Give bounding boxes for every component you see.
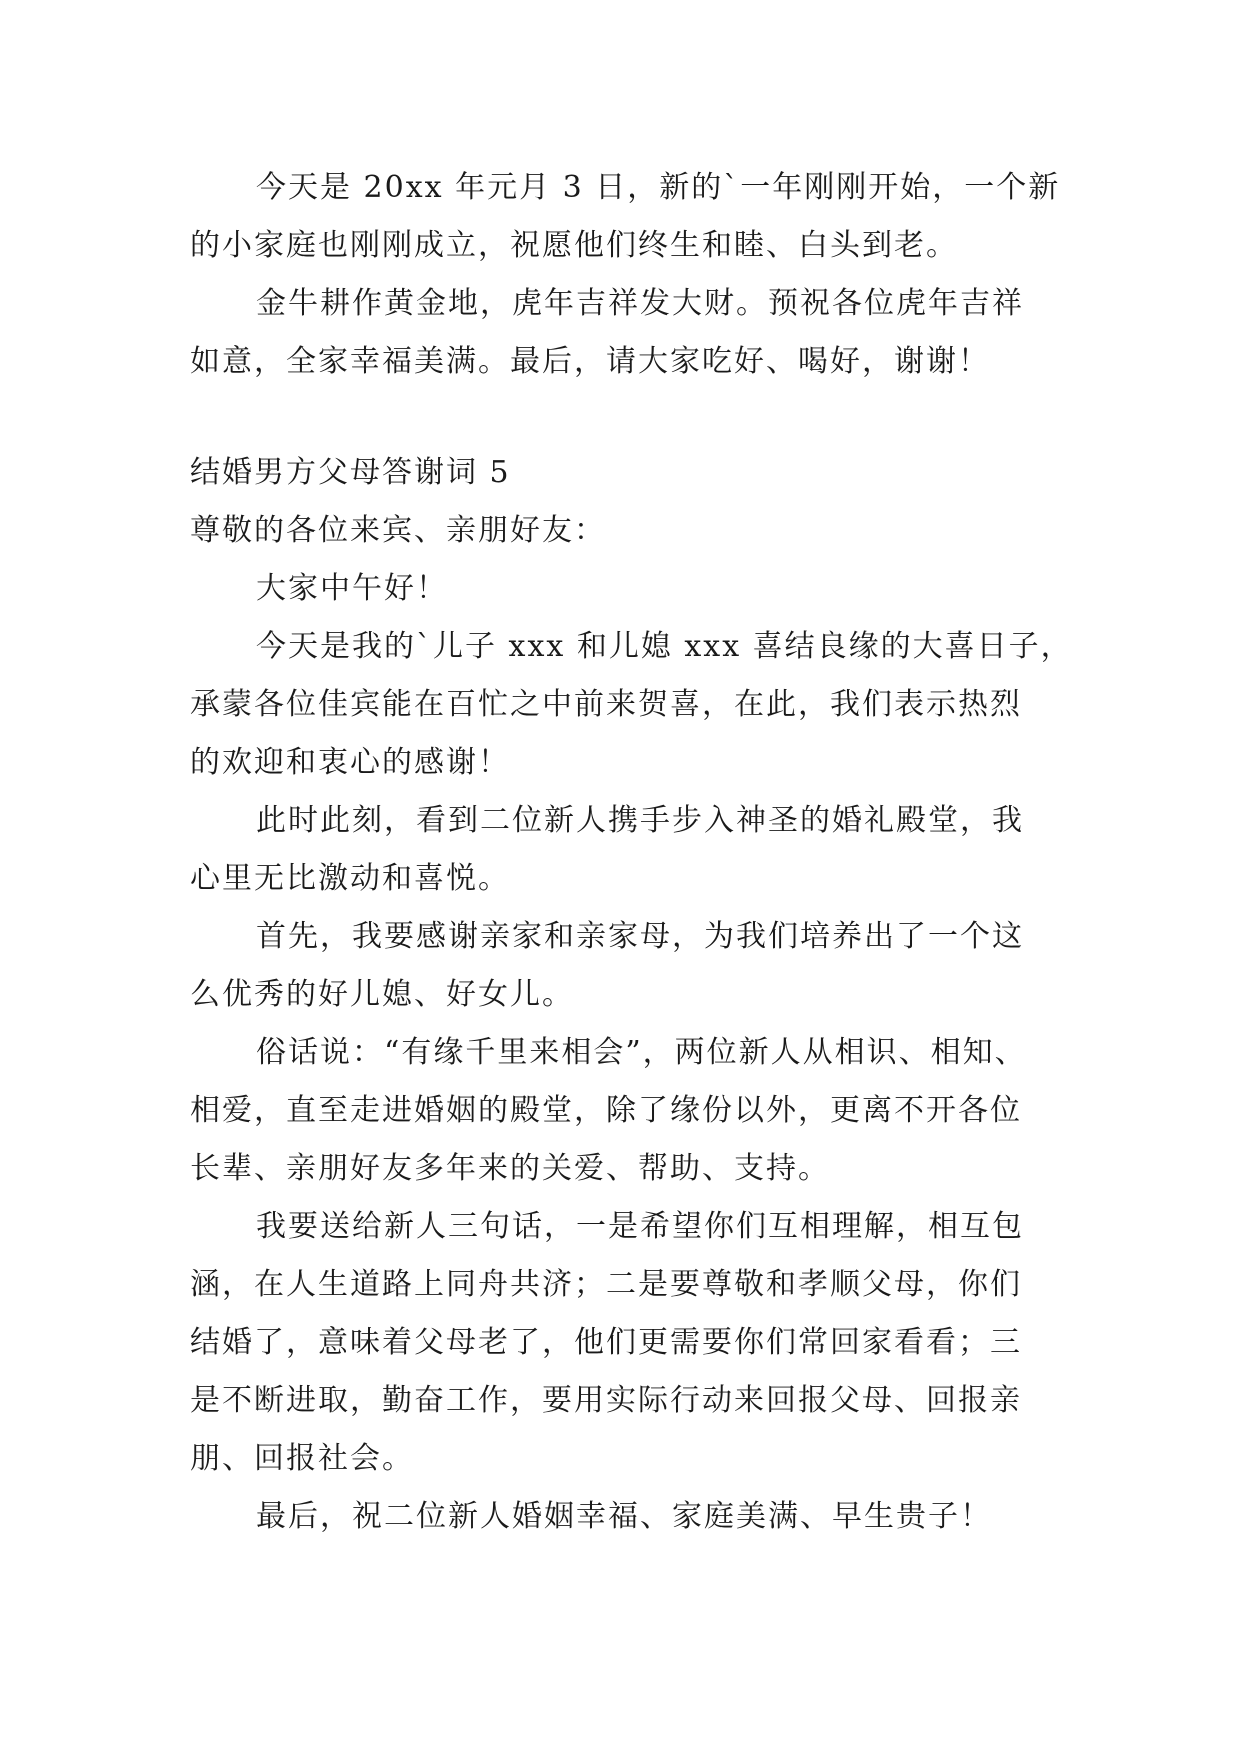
paragraph-line: 结婚了，意味着父母老了，他们更需要你们常回家看看；三 [190, 1325, 1022, 1360]
salutation: 尊敬的各位来宾、亲朋好友： [190, 513, 606, 548]
paragraph-line: 么优秀的好儿媳、好女儿。 [190, 977, 574, 1012]
intro-paragraphs [190, 159, 1061, 391]
paragraph-line: 金牛耕作黄金地，虎年吉祥发大财。预祝各位虎年吉祥 [256, 286, 1024, 321]
paragraph-line: 今天是 20xx 年元月 3 日，新的`一年刚刚开始，一个新 [256, 170, 1061, 205]
paragraph-line: 长辈、亲朋好友多年来的关爱、帮助、支持。 [190, 1151, 830, 1186]
paragraph-line: 心里无比激动和喜悦。 [190, 861, 510, 896]
paragraph-line: 如意，全家幸福美满。最后，请大家吃好、喝好，谢谢！ [190, 344, 990, 379]
main-section [190, 444, 1073, 1546]
paragraph-line: 俗话说：“有缘千里来相会”，两位新人从相识、相知、 [256, 1035, 1027, 1070]
paragraph-line: 最后，祝二位新人婚姻幸福、家庭美满、早生贵子！ [256, 1499, 992, 1534]
paragraph-line: 此时此刻，看到二位新人携手步入神圣的婚礼殿堂，我 [256, 803, 1024, 838]
paragraph-line: 朋、回报社会。 [190, 1441, 414, 1476]
paragraph-line: 大家中午好！ [256, 571, 448, 606]
paragraph-line: 相爱，直至走进婚姻的殿堂，除了缘份以外，更离不开各位 [190, 1093, 1022, 1128]
section-title: 结婚男方父母答谢词 5 [190, 455, 511, 490]
paragraph-line: 我要送给新人三句话，一是希望你们互相理解，相互包 [256, 1209, 1024, 1244]
paragraph-line: 承蒙各位佳宾能在百忙之中前来贺喜，在此，我们表示热烈 [190, 687, 1022, 722]
paragraph-line: 首先，我要感谢亲家和亲家母，为我们培养出了一个这 [256, 919, 1024, 954]
paragraph-line: 是不断进取，勤奋工作，要用实际行动来回报父母、回报亲 [190, 1383, 1022, 1418]
paragraph-line: 今天是我的`儿子 xxx 和儿媳 xxx 喜结良缘的大喜日子， [256, 629, 1073, 664]
paragraph-line: 的小家庭也刚刚成立，祝愿他们终生和睦、白头到老。 [190, 228, 958, 263]
paragraph-line: 的欢迎和衷心的感谢！ [190, 745, 510, 780]
paragraph-line: 涵，在人生道路上同舟共济；二是要尊敬和孝顺父母，你们 [190, 1267, 1022, 1302]
